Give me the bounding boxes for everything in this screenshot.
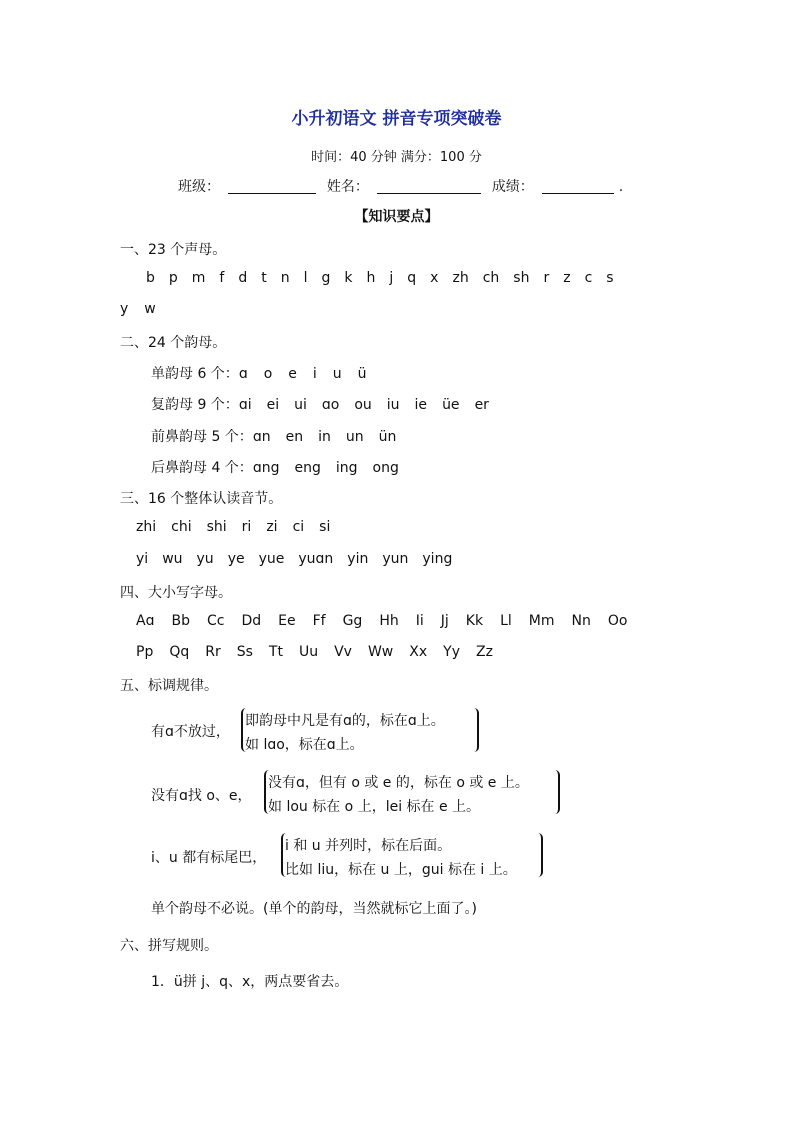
final-token: in bbox=[318, 429, 331, 445]
initial-token: n bbox=[280, 270, 290, 286]
letter-pair: Mm bbox=[528, 613, 555, 629]
initials-row-2 bbox=[120, 301, 156, 317]
rule-line: 即韵母中凡是有ɑ的，标在ɑ上。 bbox=[245, 713, 445, 729]
rule-line: 如 lou 标在 o 上，lei 标在 e 上。 bbox=[268, 799, 481, 815]
syllable-token: ci bbox=[292, 519, 305, 535]
letter-pair: Rr bbox=[205, 644, 221, 660]
letter-pair: Tt bbox=[268, 644, 283, 660]
final-token: ɑ bbox=[238, 366, 248, 382]
finals-compound-line bbox=[151, 394, 489, 414]
final-token: ün bbox=[378, 429, 397, 445]
syllables-row-1 bbox=[136, 519, 330, 535]
finals-front-nasal-line bbox=[151, 426, 396, 446]
tone-rule-lead: 没有ɑ找 o、e， bbox=[151, 788, 252, 804]
syllable-token: yuɑn bbox=[298, 551, 334, 567]
initials-row-1 bbox=[146, 270, 614, 286]
initial-token: k bbox=[344, 270, 353, 286]
letter-pair: Uu bbox=[298, 644, 319, 660]
initial-token: c bbox=[584, 270, 593, 286]
final-token: ei bbox=[266, 397, 280, 413]
class-label: 班级： bbox=[178, 179, 220, 195]
letter-pair: Dd bbox=[241, 613, 262, 629]
initial-token: t bbox=[261, 270, 267, 286]
exam-meta: 时间：40 分钟 满分：100 分 bbox=[311, 150, 482, 165]
letter-pair: Ww bbox=[367, 644, 394, 660]
final-token: ie bbox=[414, 397, 428, 413]
final-token: üe bbox=[442, 397, 460, 413]
score-blank[interactable] bbox=[542, 179, 614, 194]
syllable-token: ye bbox=[227, 551, 245, 567]
finals-label: 单韵母 6 个： bbox=[151, 366, 239, 382]
final-token: i bbox=[312, 366, 317, 382]
letters-row-1 bbox=[136, 613, 627, 629]
final-token: ɑo bbox=[321, 397, 340, 413]
section5-heading: 五、标调规律。 bbox=[120, 678, 218, 694]
syllable-token: yun bbox=[382, 551, 409, 567]
rule-bracket bbox=[281, 833, 543, 877]
final-token: u bbox=[332, 366, 342, 382]
tone-rule-lead: 有ɑ不放过， bbox=[151, 724, 230, 740]
letter-pair: Vv bbox=[334, 644, 352, 660]
knowledge-header: 【知识要点】 bbox=[354, 209, 439, 225]
rule-bracket bbox=[264, 770, 560, 814]
finals-label: 复韵母 9 个： bbox=[151, 397, 239, 413]
tone-rule-lead: i、u 都有标尾巴， bbox=[151, 850, 267, 866]
initial-token: b bbox=[146, 270, 155, 286]
tone-rule-note: 单个韵母不必说。(单个的韵母，当然就标它上面了。) bbox=[151, 901, 477, 917]
syllable-token: yi bbox=[136, 551, 149, 567]
syllable-token: wu bbox=[162, 551, 183, 567]
letter-pair: Hh bbox=[379, 613, 399, 629]
letter-pair: Ii bbox=[415, 613, 424, 629]
letter-pair: Ll bbox=[500, 613, 512, 629]
page-title: 小升初语文 拼音专项突破卷 bbox=[291, 109, 502, 129]
syllable-token: zi bbox=[266, 519, 278, 535]
rule-line: 比如 liu，标在 u 上，gui 标在 i 上。 bbox=[285, 862, 517, 878]
rule-line: 没有ɑ，但有 o 或 e 的，标在 o 或 e 上。 bbox=[268, 775, 529, 791]
section2-heading: 二、24 个韵母。 bbox=[120, 335, 227, 351]
final-token: o bbox=[263, 366, 273, 382]
initial-token: w bbox=[144, 301, 156, 317]
name-blank[interactable] bbox=[377, 179, 481, 194]
section6-heading: 六、拼写规则。 bbox=[120, 938, 218, 954]
letter-pair: Jj bbox=[440, 613, 449, 629]
syllable-token: si bbox=[319, 519, 331, 535]
initial-token: j bbox=[389, 270, 394, 286]
letter-pair: Yy bbox=[443, 644, 460, 660]
finals-label: 前鼻韵母 5 个： bbox=[151, 429, 253, 445]
letter-pair: Zz bbox=[476, 644, 493, 660]
initial-token: d bbox=[238, 270, 248, 286]
final-token: eng bbox=[294, 460, 321, 476]
syllable-token: ri bbox=[241, 519, 252, 535]
letter-pair: Gg bbox=[342, 613, 363, 629]
letter-pair: Qq bbox=[169, 644, 190, 660]
rule-line: i 和 u 并列时，标在后面。 bbox=[285, 838, 452, 854]
final-token: ɑng bbox=[252, 460, 280, 476]
final-token: ɑn bbox=[252, 429, 271, 445]
letter-pair: Bb bbox=[171, 613, 190, 629]
final-token: iu bbox=[386, 397, 400, 413]
syllable-token: yue bbox=[258, 551, 285, 567]
syllable-token: chi bbox=[171, 519, 192, 535]
initial-token: s bbox=[606, 270, 614, 286]
letter-pair: Ff bbox=[312, 613, 326, 629]
finals-simple-line bbox=[151, 363, 367, 383]
rule-line: 如 lɑo，标在ɑ上。 bbox=[245, 737, 364, 753]
initial-token: p bbox=[168, 270, 178, 286]
initial-token: x bbox=[430, 270, 439, 286]
initial-token: y bbox=[120, 301, 129, 317]
initial-token: h bbox=[366, 270, 376, 286]
end-mark: . bbox=[618, 179, 624, 195]
final-token: ui bbox=[294, 397, 307, 413]
final-token: er bbox=[474, 397, 489, 413]
syllable-token: shi bbox=[206, 519, 227, 535]
spelling-rule-1: 1．ü拼 j、q、x，两点要省去。 bbox=[151, 974, 349, 990]
initial-token: r bbox=[543, 270, 550, 286]
syllable-token: zhi bbox=[136, 519, 157, 535]
rule-bracket bbox=[241, 708, 479, 752]
initial-token: f bbox=[219, 270, 225, 286]
letter-pair: Cc bbox=[206, 613, 225, 629]
class-blank[interactable] bbox=[228, 179, 316, 194]
initial-token: z bbox=[563, 270, 571, 286]
section4-heading: 四、大小写字母。 bbox=[120, 585, 232, 601]
syllable-token: yu bbox=[196, 551, 214, 567]
letter-pair: Ee bbox=[278, 613, 296, 629]
letter-pair: Ss bbox=[236, 644, 253, 660]
final-token: ing bbox=[335, 460, 358, 476]
student-info-line bbox=[178, 176, 623, 196]
final-token: en bbox=[285, 429, 304, 445]
final-token: ou bbox=[354, 397, 372, 413]
finals-back-nasal-line bbox=[151, 457, 399, 477]
initial-token: q bbox=[407, 270, 417, 286]
initial-token: sh bbox=[513, 270, 530, 286]
letter-pair: Aɑ bbox=[136, 613, 155, 629]
initial-token: l bbox=[303, 270, 308, 286]
letter-pair: Xx bbox=[409, 644, 428, 660]
final-token: e bbox=[288, 366, 297, 382]
initial-token: ch bbox=[482, 270, 500, 286]
name-label: 姓名： bbox=[326, 179, 369, 195]
initial-token: m bbox=[191, 270, 206, 286]
letter-pair: Pp bbox=[136, 644, 154, 660]
final-token: un bbox=[345, 429, 364, 445]
section3-heading: 三、16 个整体认读音节。 bbox=[120, 491, 283, 507]
letter-pair: Oo bbox=[607, 613, 628, 629]
letters-row-2 bbox=[136, 644, 493, 660]
final-token: ɑi bbox=[238, 397, 252, 413]
finals-label: 后鼻韵母 4 个： bbox=[151, 460, 253, 476]
initial-token: g bbox=[321, 270, 331, 286]
initial-token: zh bbox=[452, 270, 469, 286]
letter-pair: Nn bbox=[571, 613, 591, 629]
final-token: ong bbox=[372, 460, 399, 476]
syllables-row-2 bbox=[136, 551, 452, 567]
score-label: 成绩： bbox=[491, 179, 534, 195]
final-token: ü bbox=[357, 366, 367, 382]
letter-pair: Kk bbox=[465, 613, 484, 629]
syllable-token: yin bbox=[347, 551, 369, 567]
syllable-token: ying bbox=[422, 551, 453, 567]
section1-heading: 一、23 个声母。 bbox=[120, 242, 227, 258]
